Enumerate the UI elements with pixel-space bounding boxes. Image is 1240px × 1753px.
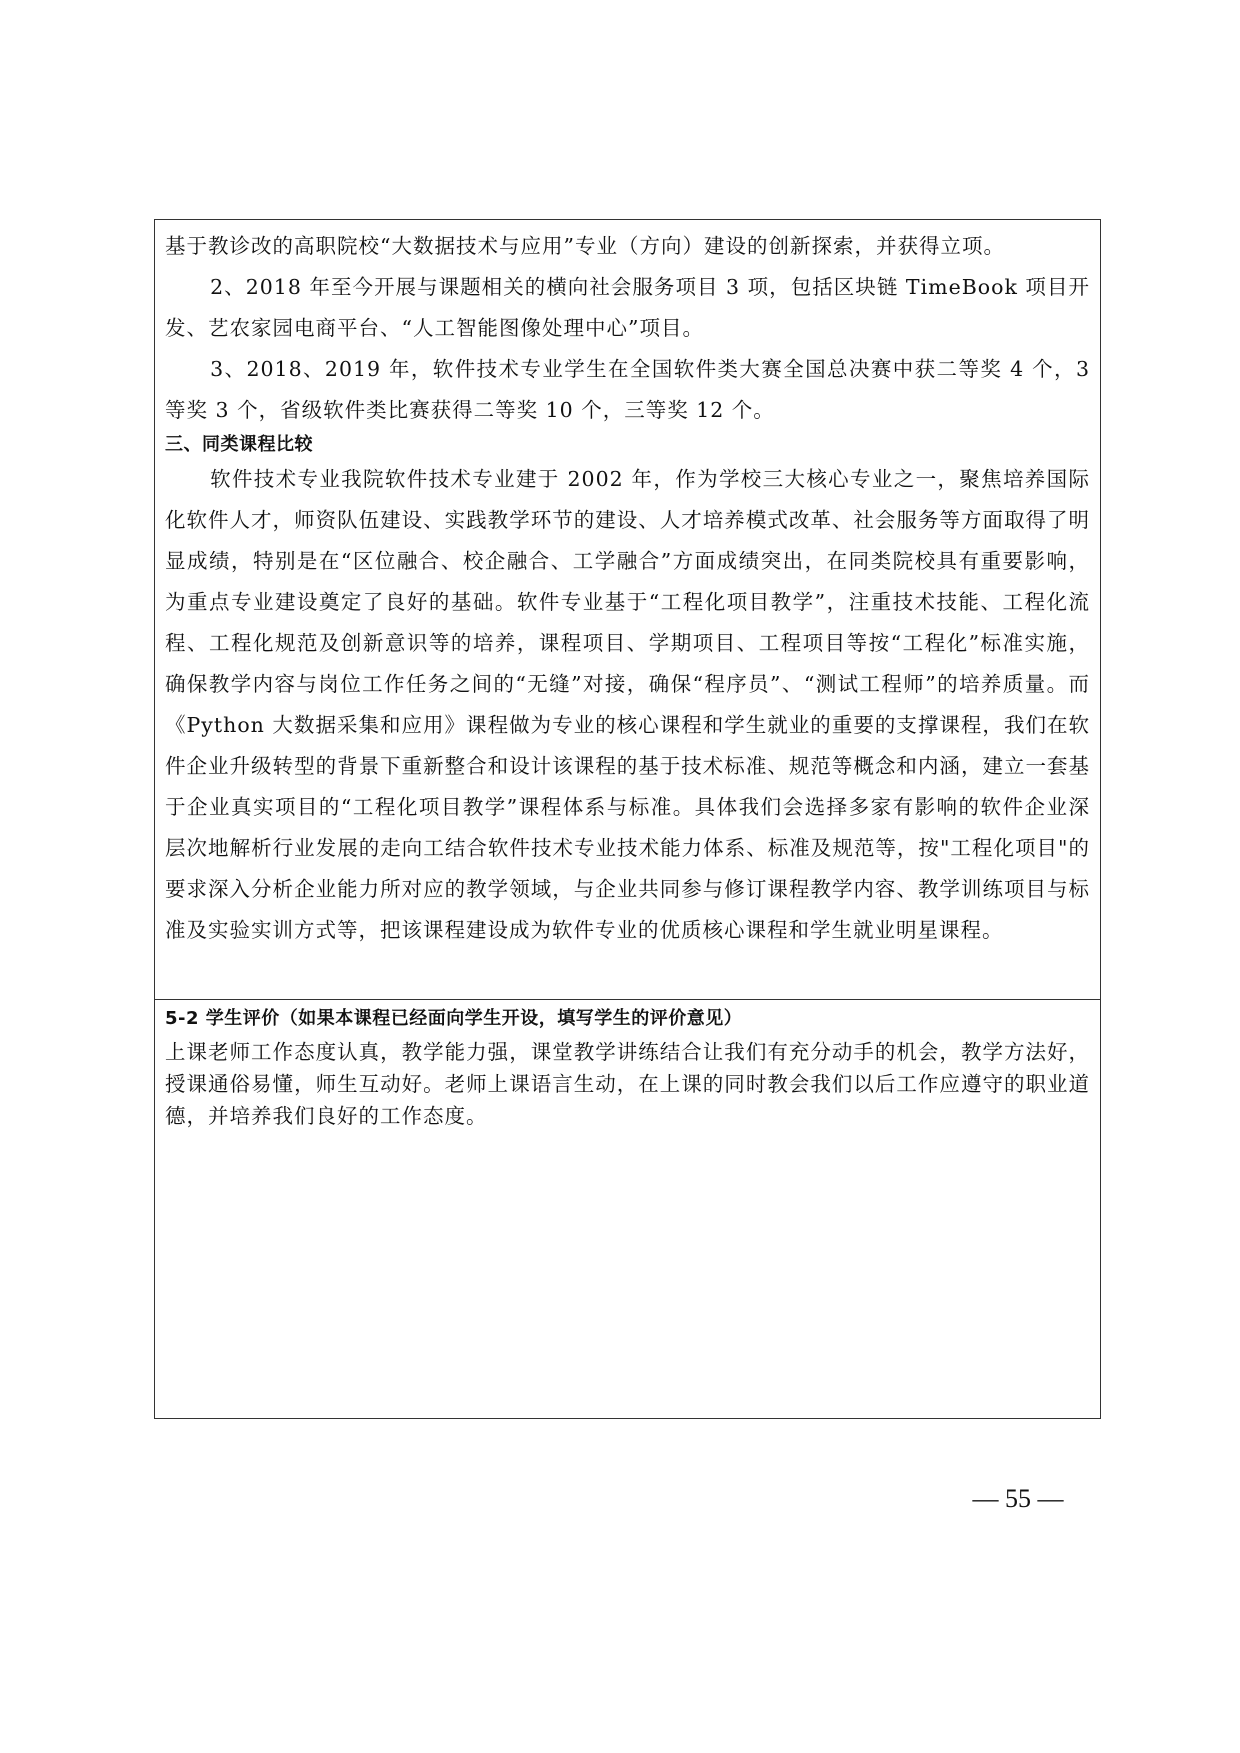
paragraph-course-comparison: 软件技术专业我院软件技术专业建于 2002 年，作为学校三大核心专业之一，聚焦培养国际化软件人才，师资队伍建设、实践教学环节的建设、人才培养模式改革、社会服务等方面取得了明显成绩，特别是在“区位融合、校企融合、工学融合”方面成绩突出，在同类院校具有重要影响，为重点专业建设奠定了良好的基础。软件专业基于“工程化项目教学”，注重技术技能、工程化流程、工程化规范及创新意识等的培养，课程项目、学期项目、工程项目等按“工程化”标准实施，确保教学内容与岗位工作任务之间的“无缝”对接，确保“程序员”、“测试工程师”的培养质量。而《Python 大数据采集和应用》课程做为专业的核心课程和学生就业的重要的支撑课程，我们在软件企业升级转型的背景下重新整合和设计该课程的基于技术标准、规范等概念和内涵，建立一套基于企业真实项目的“工程化项目教学”课程体系与标准。具体我们会选择多家有影响的软件企业深层次地解析行业发展的走向工结合软件技术专业技术能力体系、标准及规范等，按"工程化项目"的要求深入分析企业能力所对应的教学领域，与企业共同参与修订课程教学内容、教学训练项目与标准及实验实训方式等，把该课程建设成为软件专业的优质核心课程和学生就业明星课程。 — [165, 467, 1090, 942]
paragraph-service-projects: 2、2018 年至今开展与课题相关的横向社会服务项目 3 项，包括区块链 TimeBook 项目开发、艺农家园电商平台、“人工智能图像处理中心”项目。 — [165, 275, 1090, 340]
paragraph-competition-awards: 3、2018、2019 年，软件技术专业学生在全国软件类大赛全国总决赛中获二等奖 4 个，3 等奖 3 个，省级软件类比赛获得二等奖 10 个，三等奖 12 个。 — [165, 357, 1090, 422]
table-cell-student-evaluation — [155, 1000, 1100, 1418]
page-number: — 55 — — [972, 1484, 1064, 1513]
paragraph-project-approval: 基于教诊改的高职院校“大数据技术与应用”专业（方向）建设的创新探索，并获得立项。 — [165, 234, 1005, 258]
section-heading-student-evaluation: 5-2 学生评价（如果本课程已经面向学生开设，填写学生的评价意见） — [165, 1008, 743, 1029]
form-table — [154, 219, 1101, 1419]
section-heading-course-comparison: 三、同类课程比较 — [165, 434, 313, 455]
table-cell-course-comparison — [155, 220, 1100, 1000]
paragraph-student-feedback: 上课老师工作态度认真，教学能力强，课堂教学讲练结合让我们有充分动手的机会，教学方法好，授课通俗易懂，师生互动好。老师上课语言生动，在上课的同时教会我们以后工作应遵守的职业道德，并培养我们良好的工作态度。 — [165, 1040, 1090, 1128]
